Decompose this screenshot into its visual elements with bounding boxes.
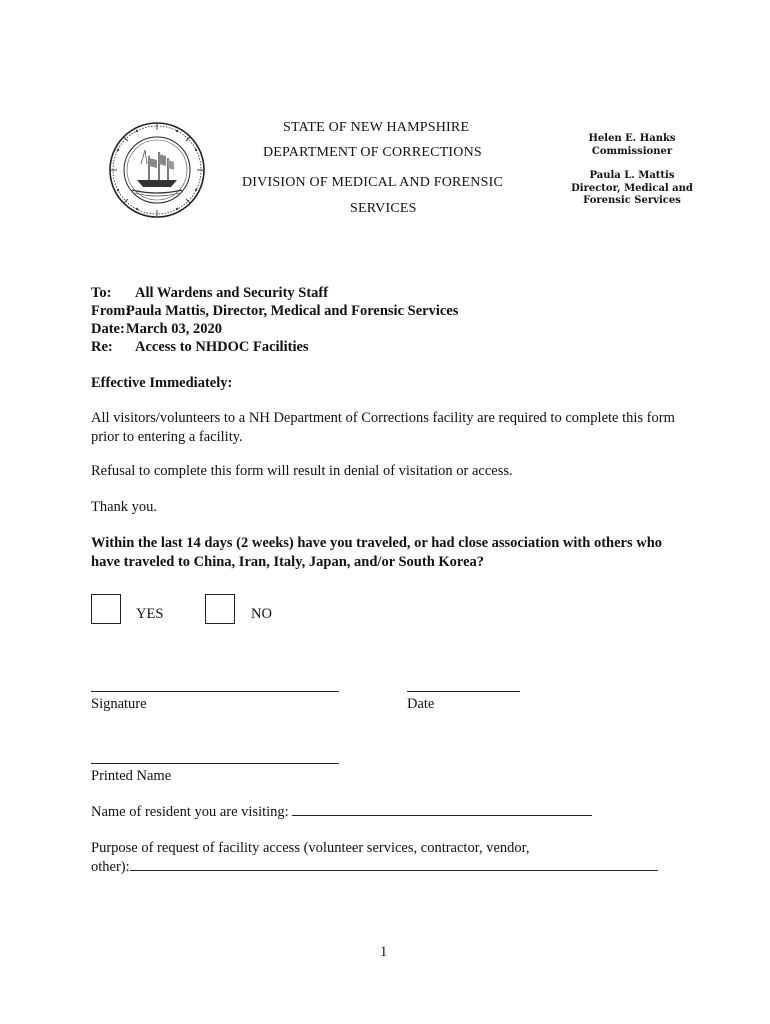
header-division-cont: SERVICES [350, 201, 417, 216]
resident-input-line[interactable] [292, 802, 592, 816]
header-division: DIVISION OF MEDICAL AND FORENSIC [242, 175, 504, 190]
no-label: NO [251, 606, 272, 622]
signature-label: Signature [91, 696, 147, 712]
signature-line[interactable] [91, 691, 339, 692]
yes-checkbox[interactable] [91, 594, 121, 624]
memo-to-label: To: [91, 285, 112, 301]
refusal-paragraph: Refusal to complete this form will result in denial of visitation or access. [91, 463, 513, 479]
director-block [566, 170, 698, 208]
purpose-input-line[interactable] [130, 857, 658, 871]
no-checkbox[interactable] [205, 594, 235, 624]
purpose-line-1: Purpose of request of facility access (volunteer services, contractor, vendor, [91, 840, 530, 856]
memo-re-value: Access to NHDOC Facilities [135, 339, 309, 355]
memo-date-value: March 03, 2020 [126, 321, 222, 337]
date-line[interactable] [407, 691, 520, 692]
memo-re-label: Re: [91, 339, 113, 355]
commissioner-name: Helen E. Hanks [588, 133, 676, 144]
header-state: STATE OF NEW HAMPSHIRE [283, 120, 470, 135]
purpose-label: other): [91, 859, 130, 875]
memo-from [91, 303, 458, 320]
printed-name-line[interactable] [91, 763, 339, 764]
instructions-paragraph: All visitors/volunteers to a NH Department of Corrections facility are required to complete this form prior to entering a facility. [91, 410, 675, 445]
header-department: DEPARTMENT OF CORRECTIONS [263, 145, 482, 160]
memo-to-value: All Wardens and Security Staff [135, 285, 329, 301]
director-name: Paula L. Mattis [589, 170, 675, 181]
memo-to [91, 285, 328, 302]
director-title-2: Forensic Services [583, 195, 681, 206]
effective-heading: Effective Immediately: [91, 375, 233, 391]
commissioner-title: Commissioner [591, 145, 673, 157]
memo-from-value: Paula Mattis, Director, Medical and Forensic Services [126, 303, 459, 319]
resident-label: Name of resident you are visiting: [91, 804, 289, 820]
memo-re [91, 339, 309, 356]
thank-you: Thank you. [91, 499, 158, 515]
purpose-field [91, 857, 658, 877]
printed-name-label: Printed Name [91, 768, 172, 784]
yes-label: YES [136, 606, 164, 622]
commissioner-block [566, 133, 698, 158]
state-seal-logo [107, 120, 207, 220]
resident-field [91, 802, 592, 822]
date-label: Date [407, 696, 435, 712]
memo-from-label: From: [91, 303, 131, 319]
page-number: 1 [380, 944, 388, 960]
travel-question: Within the last 14 days (2 weeks) have you traveled, or had close association with others who have traveled to China, Iran, Italy, Japan, and/or South Korea? [91, 535, 663, 570]
memo-date-label: Date: [91, 321, 125, 337]
director-title-1: Director, Medical and [571, 182, 693, 194]
memo-date [91, 321, 222, 338]
